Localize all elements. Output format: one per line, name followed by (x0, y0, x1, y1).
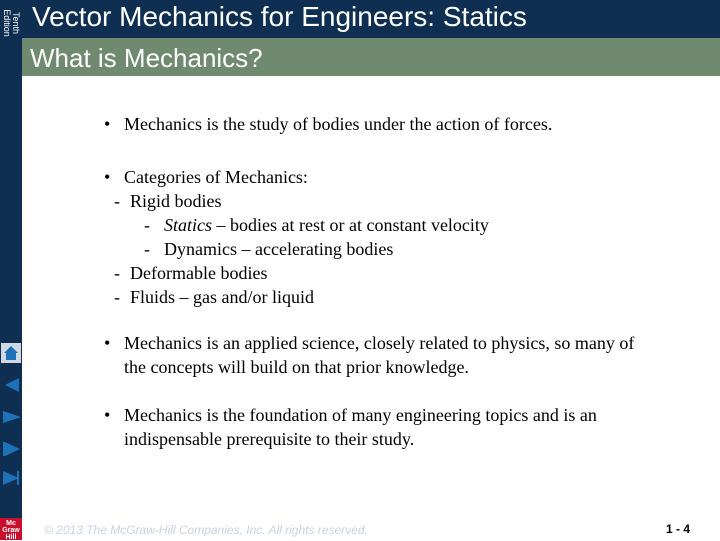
previous-slide-button[interactable] (0, 405, 22, 429)
slide-subtitle: What is Mechanics? (30, 43, 263, 73)
slide-title: Vector Mechanics for Engineers: Statics (32, 1, 527, 32)
statics-term: Statics (164, 215, 212, 235)
first-slide-icon (1, 375, 21, 395)
next-slide-button[interactable] (0, 437, 22, 461)
home-button[interactable] (0, 341, 22, 365)
category-deformable-text: Deformable bodies (130, 263, 268, 283)
bullet-applied-science: • Mechanics is an applied science, closely related to physics, so many of the concepts will build on that prior knowledge. (104, 333, 635, 377)
category-rigid: - Rigid bodies (114, 191, 222, 211)
previous-slide-icon (1, 407, 21, 427)
mcgraw-hill-logo: Mc Graw Hill (0, 518, 22, 540)
bullet-definition: • Mechanics is the study of bodies under the action of forces. (104, 114, 553, 134)
last-slide-icon (1, 468, 21, 488)
category-fluids: - Fluids – gas and/or liquid (114, 287, 314, 307)
statics-definition: – bodies at rest or at constant velocity (212, 215, 489, 235)
category-dynamics: - Dynamics – accelerating bodies (144, 239, 394, 259)
edition-label: Tenth Edition (2, 9, 21, 37)
bullet-categories-text: Categories of Mechanics: (124, 167, 308, 187)
bullet-foundation-text: Mechanics is the foundation of many engineering topics and is an indispensable prerequisite to their study. (124, 405, 597, 449)
category-deformable: - Deformable bodies (114, 263, 268, 283)
page-number: 1 - 4 (665, 522, 690, 536)
bullet-applied-science-text: Mechanics is an applied science, closely related to physics, so many of the concepts will build on that prior knowledge. (124, 333, 635, 377)
subtitle-bar (22, 38, 720, 76)
category-rigid-text: Rigid bodies (130, 191, 222, 211)
category-statics: - Statics – bodies at rest or at constant velocity (144, 215, 489, 235)
bullet-categories: • Categories of Mechanics: (104, 167, 308, 187)
bullet-definition-text: Mechanics is the study of bodies under the action of forces. (124, 114, 553, 134)
category-dynamics-text: Dynamics – accelerating bodies (164, 239, 394, 259)
next-slide-icon (1, 439, 21, 459)
bullet-foundation: • Mechanics is the foundation of many engineering topics and is an indispensable prerequisite to their study. (104, 405, 597, 449)
last-slide-button[interactable] (0, 466, 22, 490)
home-icon (1, 343, 21, 363)
slide-content (100, 112, 640, 451)
copyright-notice: © 2013 The McGraw-Hill Companies, Inc. All rights reserved. (44, 523, 368, 537)
edition-badge (0, 0, 22, 44)
title-bar (22, 0, 720, 38)
category-fluids-text: Fluids – gas and/or liquid (130, 287, 314, 307)
first-slide-button[interactable] (0, 373, 22, 397)
